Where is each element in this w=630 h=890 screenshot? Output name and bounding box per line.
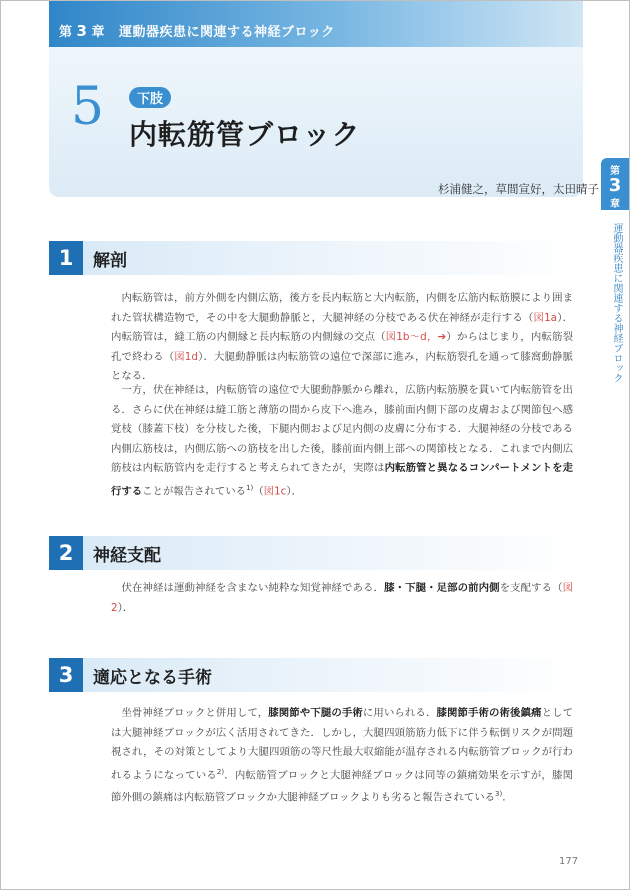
authors: 杉浦健之，草間宣好，太田晴子 [438,182,599,196]
emphasis: 膝・下腿・足部の前内側 [384,582,500,594]
side-chapter-label: 運動器疾患に関連する神経ブロック [611,223,622,383]
text: ）からはじまり，内転筋裂孔で終わる（ [111,331,574,363]
paragraph [111,381,573,501]
text: ）．内転筋管は，縫工筋の内側縁と長内転筋の内側縁の交点（ [111,311,573,343]
chapter-line [59,21,335,40]
emphasis: 膝関節手術の術後鎮痛 [436,707,542,719]
figure-ref-link[interactable]: 図2 [111,582,574,614]
figure-ref-link[interactable]: 図1c [263,484,287,497]
figure-ref-link[interactable]: 図1a [533,311,558,324]
side-tab-prefix: 第 [610,166,620,177]
side-tab-suffix: 章 [610,199,620,210]
text: 伏在神経は運動神経を含まない純粋な知覚神経である． [121,582,385,594]
text: を支配する（ [499,582,563,594]
region-tag: 下肢 [129,87,171,108]
text: ）． [117,601,134,614]
section-heading-3 [49,658,583,692]
section-heading-number: 3 [49,658,83,692]
page-title: 内転筋管ブロック [129,118,361,151]
text: ）． [286,484,302,497]
section-heading-number: 1 [49,241,83,275]
section-heading-2 [49,536,583,570]
chapter-number: 3 [76,22,88,40]
text: 一方，伏在神経は，内転筋管の遠位で大腿動静脈から離れ，広筋内転筋膜を貫いて内転筋管を出る．さらに伏在神経は縫工筋と薄筋の間から皮下へ進み，膝前面内側下部の皮膚および関節包へ感覚枝（膝蓋下枝）を分枝した後，下腿内側および足内側の皮膚に分布する．大腿神経の分枝である内側広筋枝は，内側広筋への筋枝を出した後，膝前面内側上部への関節枝となる．これまで内側広筋枝は内転筋管内を走行すると考えられてきたが，実際は [111,384,573,474]
text: 坐骨神経ブロックと併用して， [121,707,269,719]
text: （ [253,484,264,497]
text: ．内転筋管ブロックと大腿神経ブロックは同等の鎮痛効果を示すが，膝関節外側の鎮痛は内転筋管ブロックか大腿神経ブロックよりも劣ると報告されている [111,768,573,804]
citation: 1) [246,483,254,492]
section-number: 5 [71,77,105,137]
paragraph [111,704,573,808]
chapter-prefix: 第 [59,25,73,40]
paragraph [111,579,573,618]
page-number: 177 [559,856,579,867]
text: ． [502,791,513,804]
text: ）．大腿動静脈は内転筋管の遠位で深部に進み，内転筋裂孔を通って膝窩動静脈となる． [111,350,573,382]
chapter-title: 運動器疾患に関連する神経ブロック [118,25,335,40]
section-heading-number: 2 [49,536,83,570]
text: としては大腿神経ブロックが広く活用されてきた．しかし，大腿四頭筋筋力低下に伴う転倒リスクが問題視され，その対策としてより大腿四頭筋の等尺性最大収縮能が温存される内転筋管ブロックが行われるようになっている [111,707,574,781]
side-tab-number: 3 [608,175,622,196]
figure-ref-link[interactable]: 図1b～d，➔ [385,331,447,343]
chapter-suffix: 章 [91,25,105,40]
citation: 2) [216,767,225,776]
section-heading-1 [49,241,583,275]
chapter-side-tab [601,158,629,210]
citation: 3) [495,790,503,799]
section-heading-title: 神経支配 [93,546,161,566]
paragraph [111,289,573,387]
text: に用いられる． [362,707,437,719]
figure-ref-link[interactable]: 図1d [174,350,199,363]
emphasis: 膝関節や下腿の手術 [268,707,363,719]
section-heading-title: 解剖 [93,251,127,271]
text: 内転筋管は，前方外側を内側広筋，後方を長内転筋と大内転筋，内側を広筋内転筋膜により囲まれた管状構造物で，その中を大腿動静脈と，大腿神経の分枝である伏在神経が走行する（ [111,292,573,324]
emphasis: 内転筋管と異なるコンパートメントを走行する [111,462,574,497]
text: ことが報告されている [142,484,247,497]
section-heading-title: 適応となる手術 [93,668,212,688]
